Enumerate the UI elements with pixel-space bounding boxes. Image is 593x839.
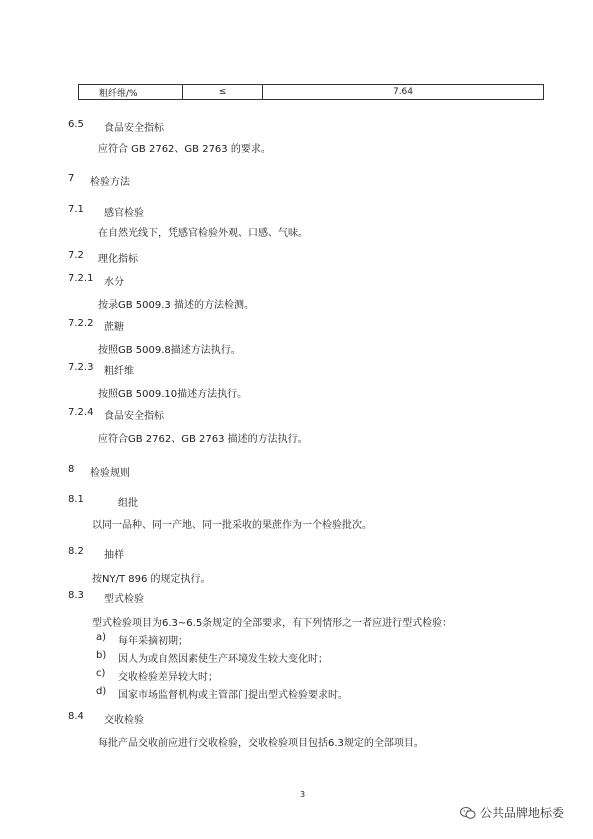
index-table: [78, 84, 544, 100]
section-number: 7.2: [68, 250, 84, 261]
table-cell-value: 7.64: [392, 87, 414, 97]
list-item-mark: d): [96, 686, 107, 697]
list-item-mark: b): [96, 650, 107, 661]
section-body: 按NY/T 896 的规定执行。: [92, 574, 211, 585]
list-item: 交收检验差异较大时；: [118, 672, 218, 683]
section-number: 7.2.3: [68, 362, 94, 373]
section-body: 在自然光线下，凭感官检验外观、口感、气味。: [98, 228, 308, 239]
table-cell-item: 粗纤维/%: [79, 85, 183, 99]
section-body: 应符合 GB 2762、GB 2763 的要求。: [98, 144, 271, 155]
section-title: 食品安全指标: [104, 411, 164, 422]
section-number: 8.1: [68, 494, 84, 505]
list-item: 因人为或自然因素使生产环境发生较大变化时；: [118, 654, 328, 665]
section-number: 8.4: [68, 711, 84, 722]
section-title: 理化指标: [98, 254, 138, 265]
section-body: 每批产品交收前应进行交收检验，交收检验项目包括6.3规定的全部项目。: [98, 738, 424, 749]
section-title: 检验方法: [90, 177, 130, 188]
list-item-mark: a): [96, 632, 107, 643]
section-body: 以同一品种、同一产地、同一批采收的果蔗作为一个检验批次。: [92, 520, 372, 531]
section-body: 型式检验项目为6.3~6.5条规定的全部要求，有下列情形之一者应进行型式检验：: [92, 618, 453, 629]
section-title: 型式检验: [104, 594, 144, 605]
watermark-text: 公共品牌地标委: [480, 806, 565, 820]
section-body: 应符合GB 2762、GB 2763 描述的方法执行。: [98, 434, 308, 445]
section-title: 检验规则: [90, 468, 130, 479]
section-title: 抽样: [104, 550, 124, 561]
section-number: 8.2: [68, 546, 84, 557]
section-title: 食品安全指标: [104, 123, 164, 134]
table-cell-operator: ≤: [183, 85, 263, 99]
section-number: 7.1: [68, 204, 84, 215]
section-number: 7.2.2: [68, 318, 94, 329]
watermark: [460, 804, 564, 821]
section-title: 蔗糖: [104, 322, 124, 333]
section-number: 7.2.1: [68, 273, 94, 284]
section-body: 按照GB 5009.10描述方法执行。: [98, 389, 248, 400]
section-body: 按录GB 5009.3 描述的方法检测。: [98, 300, 254, 311]
section-number: 7: [68, 173, 75, 184]
section-number: 7.2.4: [68, 407, 94, 418]
section-number: 8: [68, 464, 75, 475]
section-title: 粗纤维: [104, 366, 134, 377]
section-title: 感官检验: [104, 208, 144, 219]
section-number: 8.3: [68, 590, 84, 601]
list-item-mark: c): [96, 668, 106, 679]
section-number: 6.5: [68, 119, 84, 130]
section-body: 按照GB 5009.8描述方法执行。: [98, 345, 241, 356]
wechat-icon: [460, 806, 476, 820]
section-title: 水分: [104, 277, 124, 288]
section-title: 组批: [118, 498, 138, 509]
section-title: 交收检验: [104, 715, 144, 726]
list-item: 国家市场监督机构或主管部门提出型式检验要求时。: [118, 690, 348, 701]
list-item: 每年采摘初期；: [118, 636, 188, 647]
page-number: 3: [300, 790, 306, 799]
